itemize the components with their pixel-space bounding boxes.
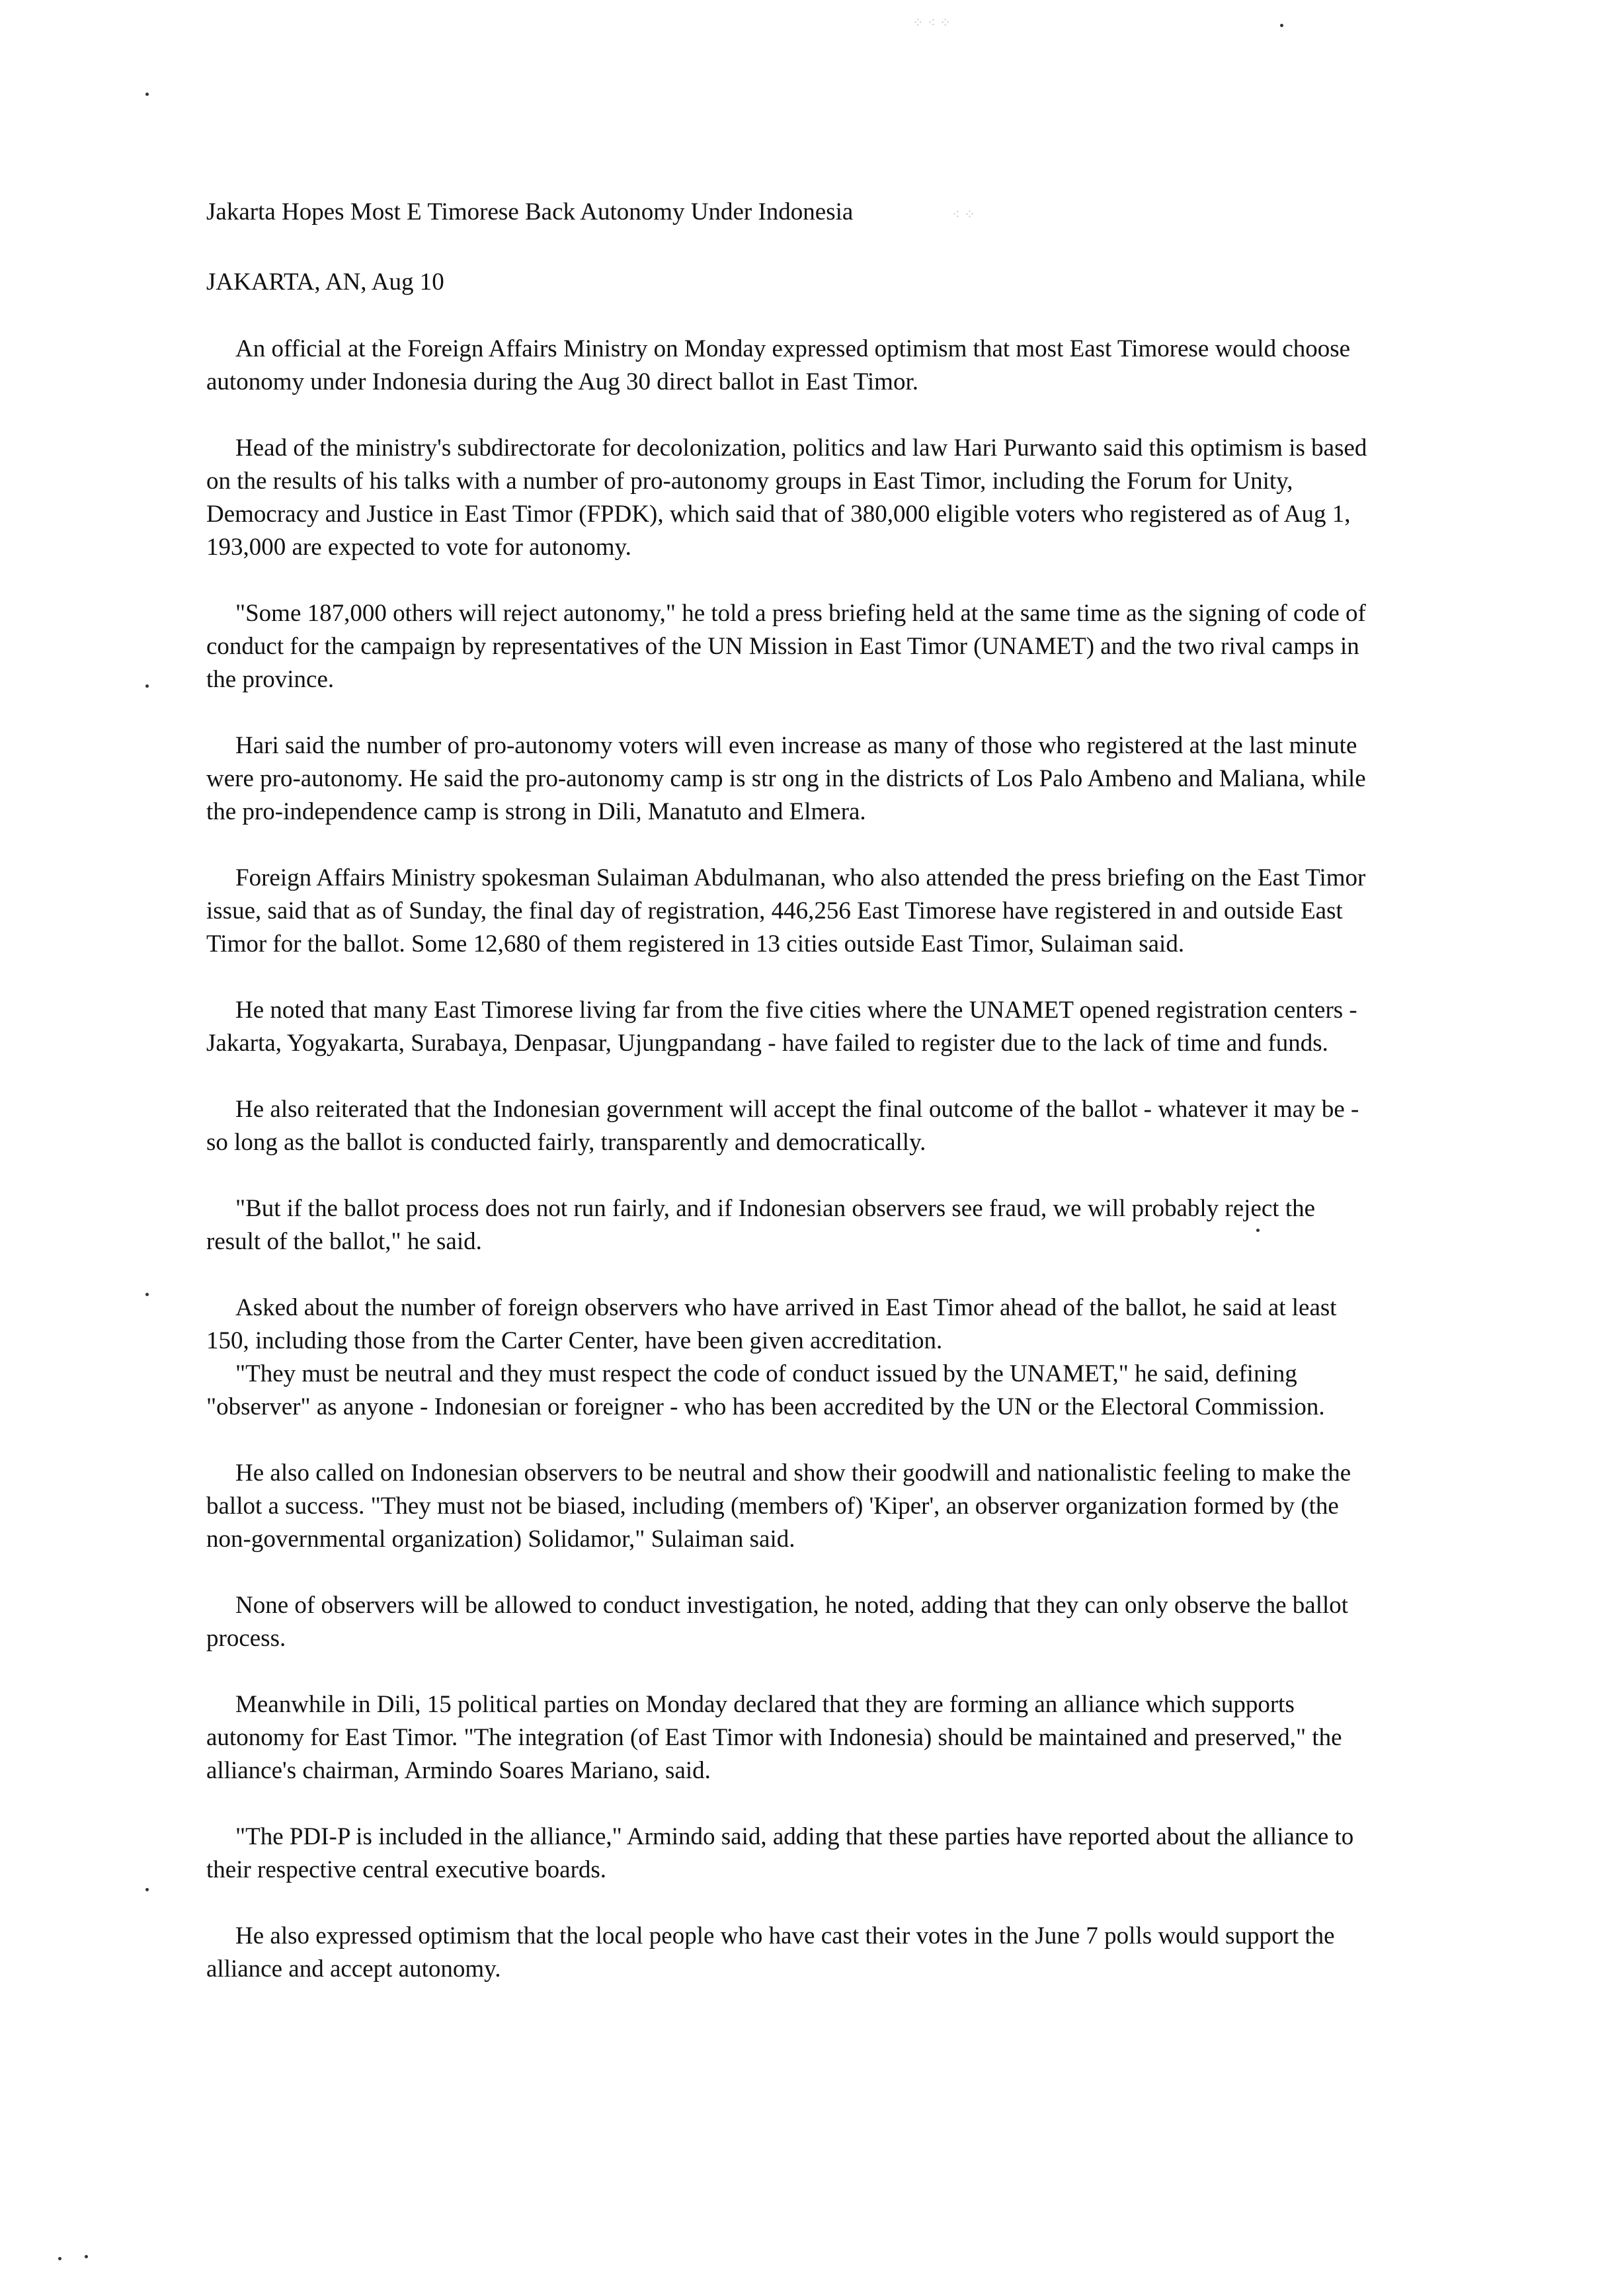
- paragraph: An official at the Foreign Affairs Ministry on Monday expressed optimism that most East Timorese would choose autonomy under Indonesia during the Aug 30 direct ballot in East Timor.: [206, 335, 1351, 395]
- paragraph: Hari said the number of pro-autonomy voters will even increase as many of those who registered at the last minute were pro-autonomy. He said the pro-autonomy camp is str ong in the districts of Los Palo Ambeno and Maliana, while the pro-independence camp is strong in Dili, Manatuto and Elmera.: [206, 732, 1366, 825]
- scan-speck: [145, 93, 149, 96]
- scan-speck: [1280, 24, 1283, 27]
- scan-speck: [145, 1888, 149, 1891]
- paragraph: "Some 187,000 others will reject autonomy," he told a press briefing held at the same time as the signing of code of conduct for the campaign by representatives of the UN Mission in East Timor (UNAMET) and the two rival camps in the province.: [206, 600, 1366, 693]
- scan-speck: [145, 1293, 149, 1296]
- paragraph: "They must be neutral and they must respect the code of conduct issued by the UNAMET," he said, defining "observer" as anyone - Indonesian or foreigner - who has been accredited by the UN or the Electoral Commission.: [206, 1360, 1325, 1420]
- scan-speck: [145, 684, 149, 688]
- paragraph: "The PDI-P is included in the alliance," Armindo said, adding that these parties have reported about the alliance to their respective central executive boards.: [206, 1823, 1354, 1883]
- scan-speck: [58, 2257, 61, 2260]
- paragraph: Asked about the number of foreign observers who have arrived in East Timor ahead of the ballot, he said at least 150, including those from the Carter Center, have been given accreditation.: [206, 1294, 1337, 1354]
- article-dateline: JAKARTA, AN, Aug 10: [206, 268, 444, 296]
- paragraph: None of observers will be allowed to conduct investigation, he noted, adding that they can only observe the ballot process.: [206, 1592, 1349, 1652]
- paragraph: He also expressed optimism that the local people who have cast their votes in the June 7 polls would support the alliance and accept autonomy.: [206, 1922, 1335, 1983]
- paragraph: He noted that many East Timorese living far from the five cities where the UNAMET opened registration centers - Jakarta, Yogyakarta, Surabaya, Denpasar, Ujungpandang - have failed to register due to the lack of time and funds.: [206, 997, 1357, 1057]
- scan-speck: [85, 2255, 88, 2258]
- article-body: [206, 333, 1370, 2019]
- article-headline: Jakarta Hopes Most E Timorese Back Autonomy Under Indonesia: [206, 198, 854, 226]
- paragraph: Foreign Affairs Ministry spokesman Sulaiman Abdulmanan, who also attended the press briefing on the East Timor issue, said that as of Sunday, the final day of registration, 446,256 East Timorese have registered in and outside East Timor for the ballot. Some 12,680 of them registered in 13 cities outside East Timor, Sulaiman said.: [206, 864, 1366, 958]
- paragraph: "But if the ballot process does not run fairly, and if Indonesian observers see fraud, we will probably reject the result of the ballot," he said.: [206, 1195, 1316, 1255]
- paragraph: Head of the ministry's subdirectorate for decolonization, politics and law Hari Purwanto said this optimism is based on the results of his talks with a number of pro-autonomy groups in East Timor, including the Forum for Unity, Democracy and Justice in East Timor (FPDK), which said that of 380,000 eligible voters who registered as of Aug 1, 193,000 are expected to vote for autonomy.: [206, 434, 1367, 561]
- paragraph: He also called on Indonesian observers to be neutral and show their goodwill and nationalistic feeling to make the ballot a success. "They must not be biased, including (members of) 'Kiper', an observer organization formed by (the non-governmental organization) Solidamor," Sulaiman said.: [206, 1459, 1351, 1553]
- scan-smudge: ⁖ ⁘: [952, 206, 975, 222]
- scan-smudge: ⁘ ⁖ ⁘: [912, 15, 951, 30]
- paragraph: Meanwhile in Dili, 15 political parties on Monday declared that they are forming an alliance which supports autonomy for East Timor. "The integration (of East Timor with Indonesia) should be maintained and preserved," the alliance's chairman, Armindo Soares Mariano, said.: [206, 1691, 1342, 1784]
- paragraph: He also reiterated that the Indonesian government will accept the final outcome of the ballot - whatever it may be - so long as the ballot is conducted fairly, transparently and democratically.: [206, 1096, 1359, 1156]
